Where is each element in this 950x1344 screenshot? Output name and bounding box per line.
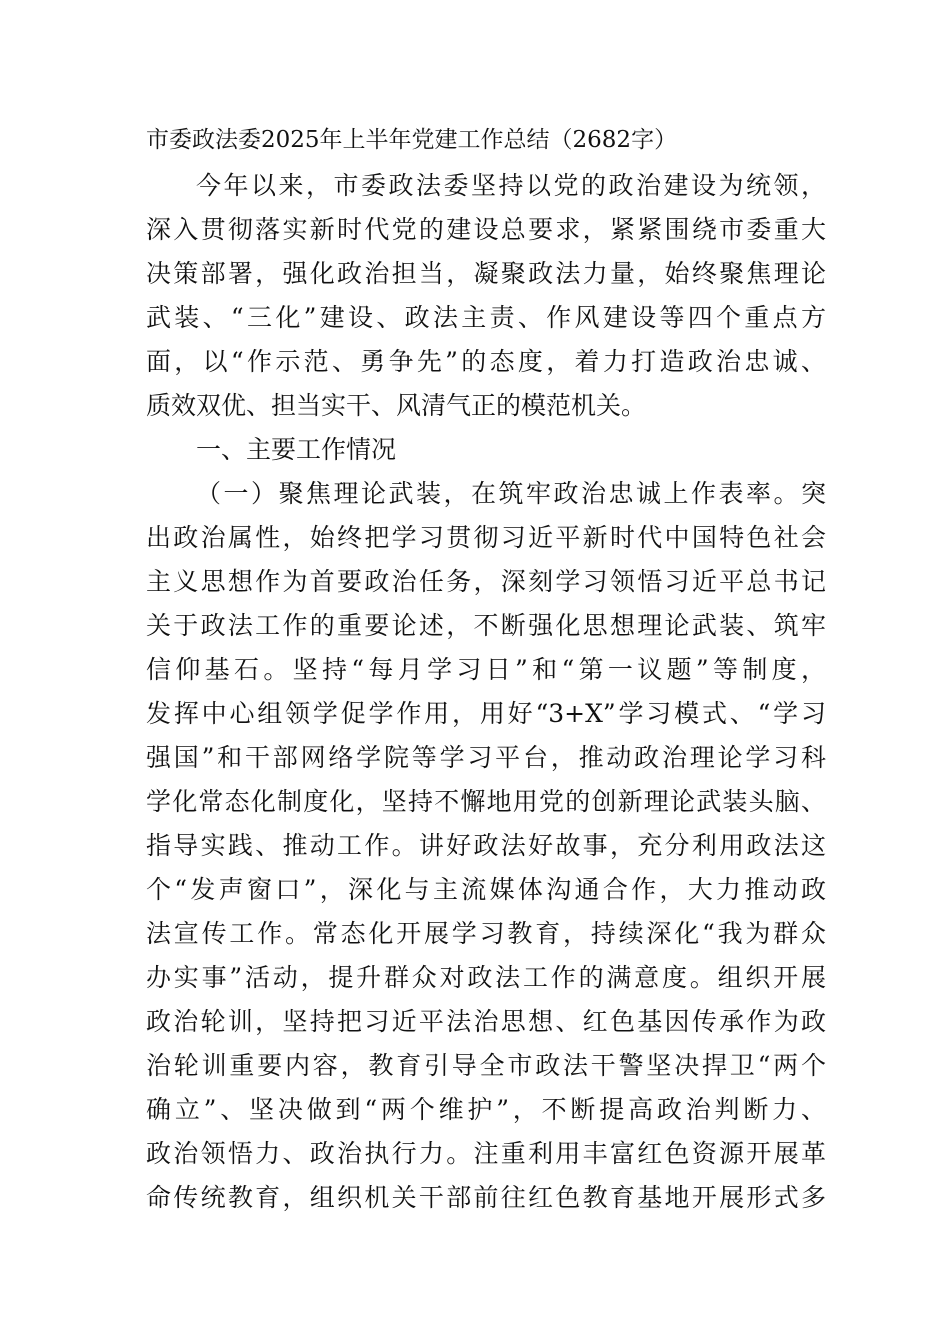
intro-line: 深入贯彻落实新时代党的建设总要求，紧紧围绕市委重大 bbox=[146, 215, 826, 244]
subsection-line: 办实事”活动，提升群众对政法工作的满意度。组织开展 bbox=[146, 963, 826, 992]
subsection-line: 出政治属性，始终把学习贯彻习近平新时代中国特色社会 bbox=[146, 523, 826, 552]
section-heading: 一、主要工作情况 bbox=[196, 435, 397, 464]
subsection-line: 治轮训重要内容，教育引导全市政法干警坚决捍卫“两个 bbox=[146, 1051, 826, 1080]
intro-line: 决策部署，强化政治担当，凝聚政法力量，始终聚焦理论 bbox=[146, 259, 826, 288]
intro-line: 武装、“三化”建设、政法主责、作风建设等四个重点方 bbox=[146, 303, 826, 332]
subsection-line: 发挥中心组领学促学作用，用好“3+X”学习模式、“学习 bbox=[146, 699, 826, 728]
intro-line: 今年以来，市委政法委坚持以党的政治建设为统领， bbox=[196, 171, 826, 200]
subsection-line: 信仰基石。坚持“每月学习日”和“第一议题”等制度， bbox=[146, 655, 826, 684]
intro-line: 质效双优、担当实干、风清气正的模范机关。 bbox=[146, 391, 647, 420]
document-title: 市委政法委2025年上半年党建工作总结（2682字） bbox=[146, 127, 678, 153]
subsection-line: 指导实践、推动工作。讲好政法好故事，充分利用政法这 bbox=[146, 831, 826, 860]
subsection-line: 政治领悟力、政治执行力。注重利用丰富红色资源开展革 bbox=[146, 1139, 826, 1168]
subsection-line: 个“发声窗口”，深化与主流媒体沟通合作，大力推动政 bbox=[146, 875, 826, 904]
subsection-line: 确立”、坚决做到“两个维护”，不断提高政治判断力、 bbox=[146, 1095, 826, 1124]
subsection-line: 关于政法工作的重要论述，不断强化思想理论武装、筑牢 bbox=[146, 611, 826, 640]
subsection-line: 强国”和干部网络学院等学习平台，推动政治理论学习科 bbox=[146, 743, 826, 772]
subsection-line: 命传统教育，组织机关干部前往红色教育基地开展形式多 bbox=[146, 1183, 826, 1212]
subsection-line: 学化常态化制度化，坚持不懈地用党的创新理论武装头脑、 bbox=[146, 787, 826, 816]
intro-line: 面，以“作示范、勇争先”的态度，着力打造政治忠诚、 bbox=[146, 347, 826, 376]
subsection-line: （一）聚焦理论武装，在筑牢政治忠诚上作表率。突 bbox=[196, 479, 826, 508]
subsection-line: 法宣传工作。常态化开展学习教育，持续深化“我为群众 bbox=[146, 919, 826, 948]
subsection-line: 主义思想作为首要政治任务，深刻学习领悟习近平总书记 bbox=[146, 567, 826, 596]
subsection-line: 政治轮训，坚持把习近平法治思想、红色基因传承作为政 bbox=[146, 1007, 826, 1036]
